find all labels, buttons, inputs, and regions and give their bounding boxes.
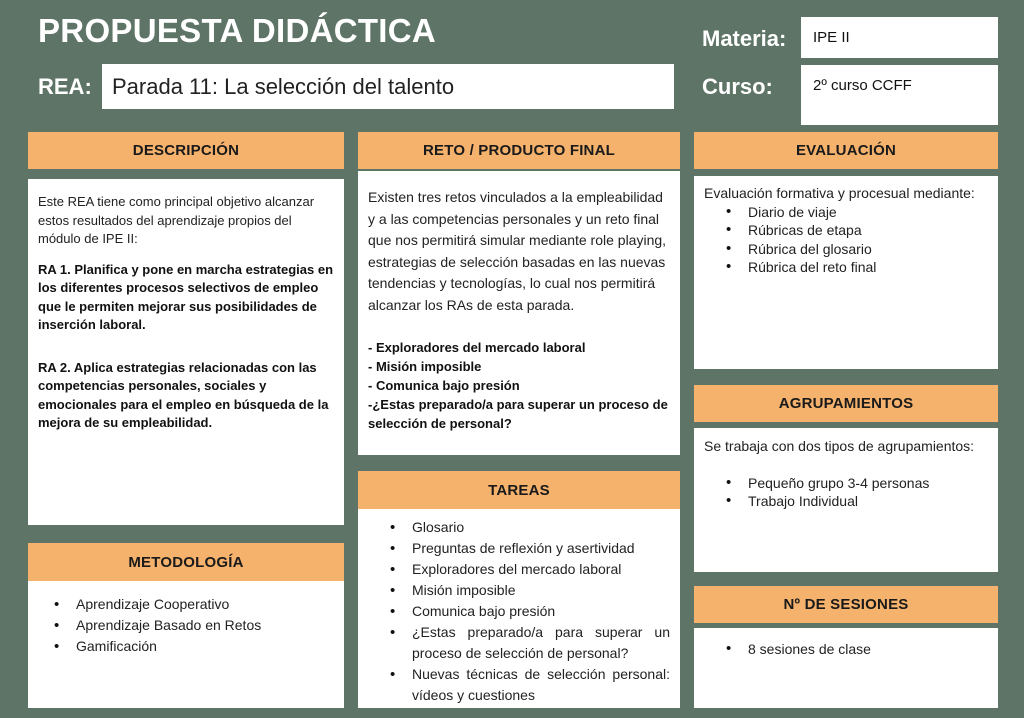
evaluacion-list [704, 203, 988, 277]
tareas-heading: TAREAS [358, 471, 680, 509]
list-item: • ¿Estas preparado/a para superar un proceso de selección de personal? [368, 622, 670, 664]
agrupamientos-heading: AGRUPAMIENTOS [694, 385, 998, 422]
list-item: • Misión imposible [368, 580, 670, 601]
list-item: • Pequeño grupo 3-4 personas [704, 474, 988, 493]
list-item: - Comunica bajo presión [368, 378, 520, 393]
reto-card [358, 171, 680, 455]
agrupamientos-intro: Se trabaja con dos tipos de agrupamientos: [704, 438, 975, 454]
agrupamientos-card [694, 428, 998, 572]
reto-list [368, 338, 670, 433]
descripcion-heading: DESCRIPCIÓN [28, 132, 344, 169]
descripcion-ra2: RA 2. Aplica estrategias relacionadas con las competencias personales, sociales y emocionales para el empleo en búsqueda de la mejora de su empleabilidad. [38, 359, 329, 430]
list-item: • Preguntas de reflexión y asertividad [368, 538, 670, 559]
evaluacion-card [694, 176, 998, 369]
sesiones-heading: Nº DE SESIONES [694, 586, 998, 623]
metodologia-list [28, 594, 344, 657]
list-item: • Rúbrica del glosario [704, 240, 988, 259]
descripcion-card [28, 179, 344, 525]
sesiones-list [704, 640, 988, 659]
list-item: • Nuevas técnicas de selección personal: vídeos y cuestiones [368, 664, 670, 706]
metodologia-card [28, 581, 344, 708]
page-title: PROPUESTA DIDÁCTICA [38, 12, 437, 49]
materia-field: IPE II [801, 17, 998, 58]
agrupamientos-list [704, 474, 988, 511]
list-item: - Exploradores del mercado laboral [368, 340, 586, 355]
curso-field: 2º curso CCFF [801, 65, 998, 125]
list-item: • Gamificación [32, 636, 344, 657]
list-item: • Exploradores del mercado laboral [368, 559, 670, 580]
list-item: • Trabajo Individual [704, 492, 988, 511]
metodologia-heading: METODOLOGÍA [28, 543, 344, 581]
list-item: • Aprendizaje Basado en Retos [32, 615, 344, 636]
list-item: • Glosario [368, 517, 670, 538]
list-item: • Diario de viaje [704, 203, 988, 222]
evaluacion-intro: Evaluación formativa y procesual mediante: [704, 185, 975, 201]
list-item: • Aprendizaje Cooperativo [32, 594, 344, 615]
curso-label: Curso: [702, 74, 773, 99]
list-item: • Rúbrica del reto final [704, 258, 988, 277]
descripcion-ra1: RA 1. Planifica y pone en marcha estrategias en los diferentes procesos selectivos de empleo que le permiten mejorar sus posibilidades de inserción laboral. [38, 261, 334, 332]
list-item: -¿Estas preparado/a para superar un proceso de selección de personal? [368, 397, 668, 431]
materia-label: Materia: [702, 26, 787, 51]
list-item: • 8 sesiones de clase [704, 640, 988, 659]
list-item: - Misión imposible [368, 359, 482, 374]
evaluacion-heading: EVALUACIÓN [694, 132, 998, 169]
sesiones-card [694, 628, 998, 708]
reto-text: Existen tres retos vinculados a la empleabilidad y a las competencias personales y un reto final que nos permitirá simular mediante role playing, estrategias de selección basadas en las nuevas tendencias y tecnologías, lo cual nos permitirá alcanzar los RAs de esta parada. [368, 189, 667, 313]
descripcion-intro: Este REA tiene como principal objetivo alcanzar estos resultados del aprendizaje propios del módulo de IPE II: [38, 194, 315, 246]
list-item: • Rúbricas de etapa [704, 221, 988, 240]
reto-heading: RETO / PRODUCTO FINAL [358, 132, 680, 169]
list-item: • Comunica bajo presión [368, 601, 670, 622]
rea-field: Parada 11: La selección del talento [102, 64, 674, 109]
tareas-card [358, 509, 680, 708]
tareas-list [358, 517, 670, 706]
rea-label: REA: [38, 74, 92, 99]
